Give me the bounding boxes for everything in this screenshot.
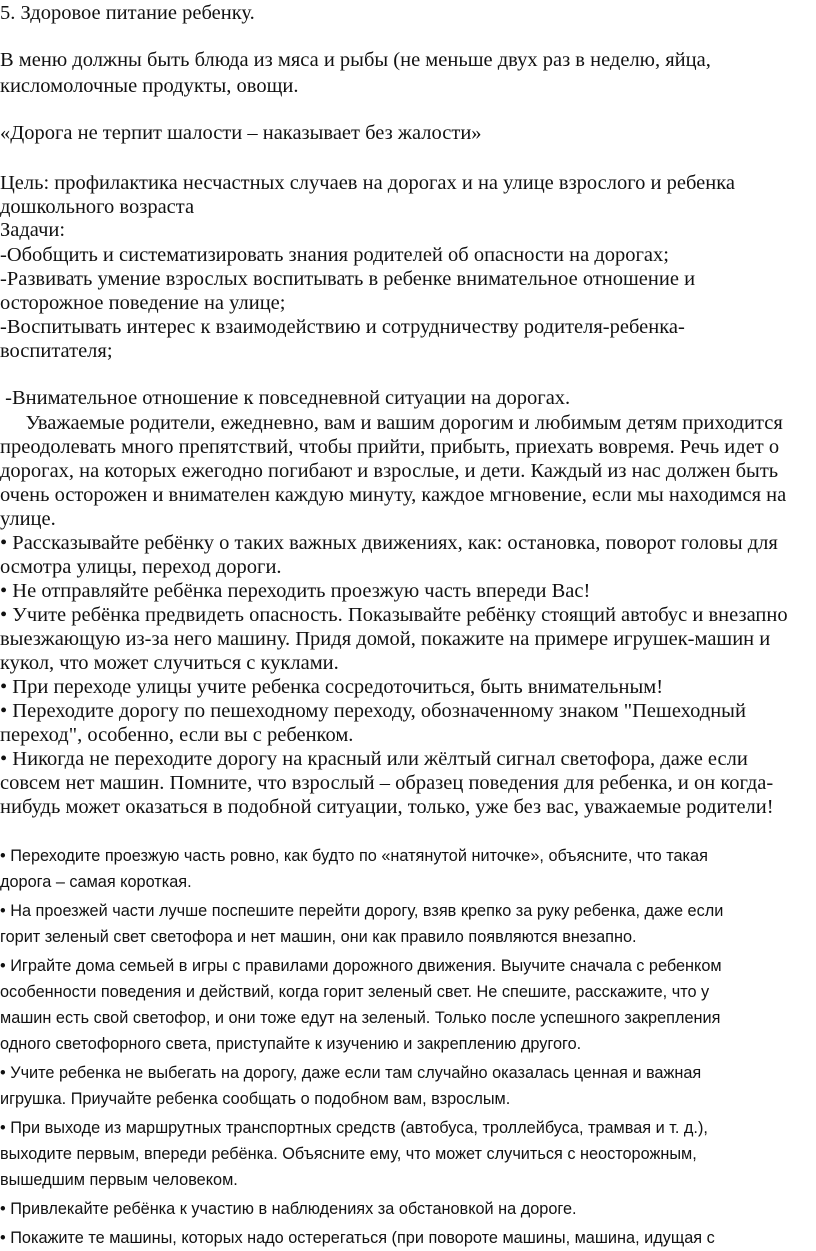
bullet-line: выходите первым, впереди ребёнка. Объясните ему, что может случиться с неосторожным, <box>0 1145 697 1163</box>
paragraph-line: В меню должны быть блюда из мяса и рыбы (не меньше двух раз в неделю, яйца, <box>0 49 711 71</box>
paragraph-line: улице. <box>0 508 56 530</box>
task-item: -Развивать умение взрослых воспитывать в ребенке внимательное отношение и <box>0 268 696 290</box>
task-item: -Воспитывать интерес к взаимодействию и сотрудничеству родителя-ребенка- <box>0 316 685 338</box>
section-heading: 5. Здоровое питание ребенку. <box>0 2 255 24</box>
bullet-line: кукол, что может случиться с куклами. <box>0 652 339 674</box>
bullet-line: вышедшим первым человеком. <box>0 1171 238 1189</box>
bullet-line: • Переходите дорогу по пешеходному переходу, обозначенному знаком "Пешеходный <box>0 700 746 722</box>
bullet-line: одного светофорного света, приступайте к изучению и закреплению другого. <box>0 1035 582 1053</box>
bullet-line: • При выходе из маршрутных транспортных средств (автобуса, троллейбуса, трамвая и т. д.), <box>0 1119 708 1137</box>
bullet-line: • Учите ребенка не выбегать на дорогу, даже если там случайно оказалась ценная и важная <box>0 1064 702 1082</box>
paragraph-line: кисломолочные продукты, овощи. <box>0 75 299 97</box>
goal-line: Цель: профилактика несчастных случаев на дорогах и на улице взрослого и ребенка <box>0 172 735 194</box>
bullet-line: • Рассказывайте ребёнку о таких важных движениях, как: остановка, поворот головы для <box>0 532 778 554</box>
bullet-line: выезжающую из-за него машину. Придя домой, покажите на примере игрушек-машин и <box>0 628 771 650</box>
bullet-line: горит зеленый свет светофора и нет машин, они как правило появляются внезапно. <box>0 928 637 946</box>
goal-line: дошкольного возраста <box>0 196 195 218</box>
bullet-line: • При переходе улицы учите ребенка сосредоточиться, быть внимательным! <box>0 676 664 698</box>
task-item: осторожное поведение на улице; <box>0 292 286 314</box>
bullet-line: • На проезжей части лучше поспешите перейти дорогу, взяв крепко за руку ребенка, даже если <box>0 902 724 920</box>
paragraph-line: Уважаемые родители, ежедневно, вам и вашим дорогим и любимым детям приходится <box>0 412 783 434</box>
bullet-line: • Играйте дома семьей в игры с правилами дорожного движения. Выучите сначала с ребенком <box>0 957 722 975</box>
task-item: -Обобщить и систематизировать знания родителей об опасности на дорогах; <box>0 244 669 266</box>
bullet-line: осмотра улицы, переход дороги. <box>0 556 282 578</box>
slogan-line: «Дорога не терпит шалости – наказывает без жалости» <box>0 122 482 144</box>
bullet-line: игрушка. Приучайте ребенка сообщать о подобном вам, взрослым. <box>0 1090 511 1108</box>
bullet-line: • Учите ребёнка предвидеть опасность. Показывайте ребёнку стоящий автобус и внезапно <box>0 604 788 626</box>
bullet-line: • Не отправляйте ребёнка переходить проезжую часть впереди Вас! <box>0 580 591 602</box>
bullet-line: • Никогда не переходите дорогу на красный или жёлтый сигнал светофора, даже если <box>0 748 748 770</box>
paragraph-line: дорогах, на которых ежегодно погибают и взрослые, и дети. Каждый из нас должен быть <box>0 460 779 482</box>
bullet-line: • Покажите те машины, которых надо остерегаться (при повороте машины, машина, идущая с <box>0 1229 715 1247</box>
bullet-line: нибудь может оказаться в подобной ситуации, только, уже без вас, уважаемые родители! <box>0 796 774 818</box>
bullet-line: дорога – самая короткая. <box>0 873 192 891</box>
bullet-line: • Привлекайте ребёнка к участию в наблюдениях за обстановкой на дороге. <box>0 1200 577 1218</box>
bullet-line: особенности поведения и действий, когда горит зеленый свет. Не спешите, расскажите, что у <box>0 983 710 1001</box>
task-item: воспитателя; <box>0 340 113 362</box>
tasks-heading: Задачи: <box>0 219 66 241</box>
bullet-line: машин есть свой светофор, и они тоже едут на зеленый. Только после успешного закрепления <box>0 1009 721 1027</box>
bullet-line: совсем нет машин. Помните, что взрослый – образец поведения для ребенка, и он когда- <box>0 772 774 794</box>
bullet-line: переход", особенно, если вы с ребенком. <box>0 724 354 746</box>
task-item: -Внимательное отношение к повседневной ситуации на дорогах. <box>0 387 571 409</box>
paragraph-line: преодолевать много препятствий, чтобы прийти, прибыть, приехать вовремя. Речь идет о <box>0 436 780 458</box>
paragraph-line: очень осторожен и внимателен каждую минуту, каждое мгновение, если мы находимся на <box>0 484 787 506</box>
bullet-line: • Переходите проезжую часть ровно, как будто по «натянутой ниточке», объясните, что такая <box>0 847 708 865</box>
